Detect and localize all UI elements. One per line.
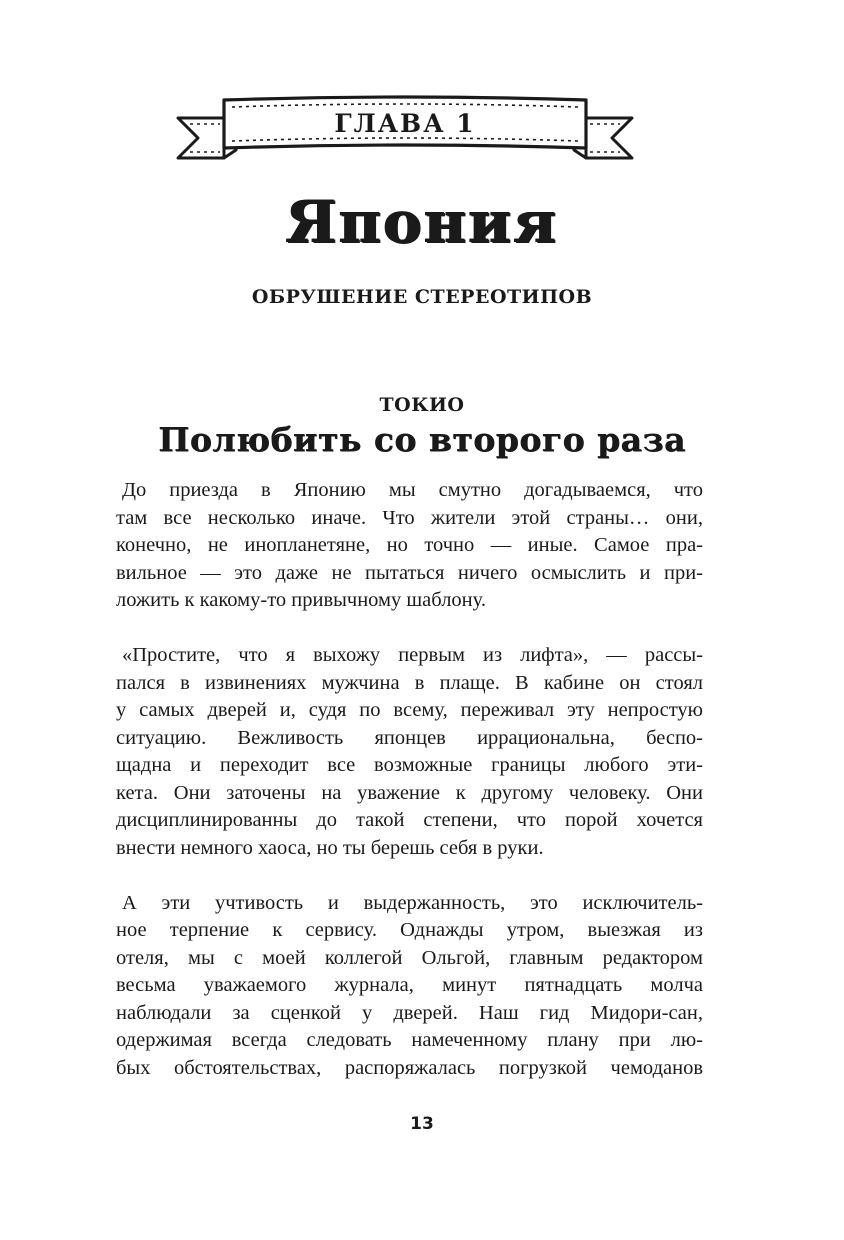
text-line: одержимая всегда следовать намеченному плану при лю- [116,1029,703,1051]
text-line: ситуацию. Вежливость японцев иррациональна, беспо- [116,726,703,749]
text-line: кета. Они заточены на уважение к другому человеку. Они [116,781,703,804]
text-line: щадна и переходит все возможные границы любого эти- [116,754,703,776]
chapter-number: ГЛАВА 1 [334,109,476,138]
chapter-banner [176,92,634,178]
page-number: 13 [410,1114,434,1134]
text-line: внести немного хаоса, но ты берешь себя в руки. [116,836,544,859]
paragraph [116,890,703,1083]
body-text [116,477,703,1110]
text-line: ное терпение к сервису. Однажды утром, выезжая из [116,919,703,941]
paragraph [116,477,703,615]
chapter-title: Япония [285,188,559,256]
text-line: пался в извинениях мужчина в плаще. В кабине он стоял [116,671,703,694]
text-line: дисциплинированны до такой степени, что порой хочется [116,809,703,831]
paragraph [116,642,703,862]
section-title: Полюбить со второго раза [158,420,686,459]
text-line: там все несколько иначе. Что жители этой страны… они, [116,506,703,529]
section-location: ТОКИО [379,394,465,416]
text-line: бых обстоятельствах, распоряжалась погрузкой чемоданов [116,1056,703,1079]
text-line: ложить к какому-то привычному шаблону. [116,589,486,611]
chapter-subtitle: ОБРУШЕНИЕ СТЕРЕОТИПОВ [251,286,593,308]
text-line: наблюдали за сценкой у дверей. Наш гид Мидори-сан, [116,1001,703,1024]
text-line: у самых дверей и, судя по всему, переживал эту непростую [116,699,703,721]
text-line: весьма уважаемого журнала, минут пятнадцать молча [116,974,703,996]
text-line: отеля, мы с моей коллегой Ольгой, главным редактором [116,946,703,969]
text-line: А эти учтивость и выдержанность, это исключитель- [122,891,703,914]
text-line: вильное — это даже не пытаться ничего осмыслить и при- [116,561,703,584]
text-line: «Простите, что я выхожу первым из лифта», — рассы- [122,644,703,666]
text-line: конечно, не инопланетяне, но точно — иные. Самое пра- [116,534,703,556]
text-line: До приезда в Японию мы смутно догадываемся, что [122,479,703,501]
